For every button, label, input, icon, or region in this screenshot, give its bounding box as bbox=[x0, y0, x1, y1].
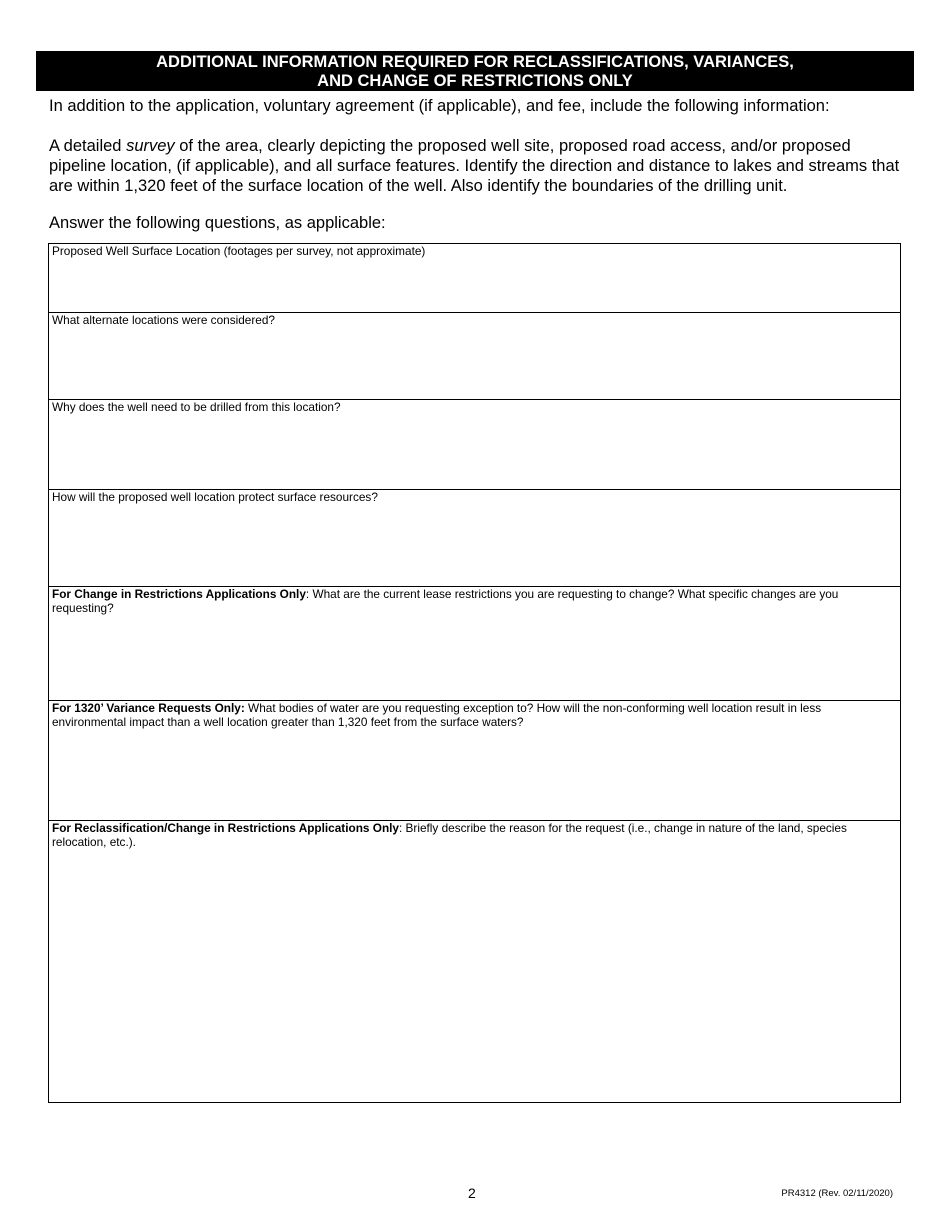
question-label: For Change in Restrictions Applications Only: What are the current lease restrictions you are requesting to change? What specific changes are you requesting? bbox=[52, 587, 839, 615]
question-protect-surface-resources[interactable] bbox=[49, 489, 900, 586]
question-label: How will the proposed well location protect surface resources? bbox=[52, 490, 378, 504]
question-change-in-restrictions[interactable] bbox=[49, 586, 900, 700]
question-label: Proposed Well Surface Location (footages per survey, not approximate) bbox=[52, 244, 426, 258]
section-header bbox=[36, 51, 914, 91]
page-number: 2 bbox=[468, 1185, 476, 1201]
question-form bbox=[48, 243, 901, 1103]
survey-text-before: A detailed bbox=[49, 137, 127, 155]
question-label: What alternate locations were considered? bbox=[52, 313, 275, 327]
survey-paragraph bbox=[49, 136, 909, 196]
question-label: For Reclassification/Change in Restrictions Applications Only: Briefly describe the reason for the request (i.e., change in nature of the land, species relocation, etc.). bbox=[52, 821, 847, 849]
question-label: For 1320’ Variance Requests Only: What bodies of water are you requesting exception to? How will the non-conforming well location result in less environmental impact than a well location greater than 1,320 feet from the surface waters? bbox=[52, 701, 822, 729]
survey-emphasis: survey bbox=[126, 137, 175, 155]
section-header-line-1: ADDITIONAL INFORMATION REQUIRED FOR RECLASSIFICATIONS, VARIANCES, bbox=[156, 53, 794, 71]
question-reclassification-reason[interactable] bbox=[49, 820, 900, 1102]
question-1320-variance[interactable] bbox=[49, 700, 900, 820]
question-alternate-locations[interactable] bbox=[49, 312, 900, 399]
form-revision: PR4312 (Rev. 02/11/2020) bbox=[781, 1188, 893, 1199]
question-surface-location[interactable] bbox=[49, 244, 900, 312]
survey-text-after: of the area, clearly depicting the proposed well site, proposed road access, and/or proposed pipeline location, (if applicable), and all surface features. Identify the direction and distance to lakes and streams that are within 1,320 feet of the surface location of the well. Also identify the boundaries of the drilling unit. bbox=[49, 137, 900, 195]
answer-prompt: Answer the following questions, as applicable: bbox=[49, 214, 386, 232]
section-header-line-2: AND CHANGE OF RESTRICTIONS ONLY bbox=[317, 72, 633, 90]
question-label: Why does the well need to be drilled from this location? bbox=[52, 400, 341, 414]
intro-paragraph: In addition to the application, voluntary agreement (if applicable), and fee, include the following information: bbox=[49, 97, 830, 115]
question-why-this-location[interactable] bbox=[49, 399, 900, 489]
